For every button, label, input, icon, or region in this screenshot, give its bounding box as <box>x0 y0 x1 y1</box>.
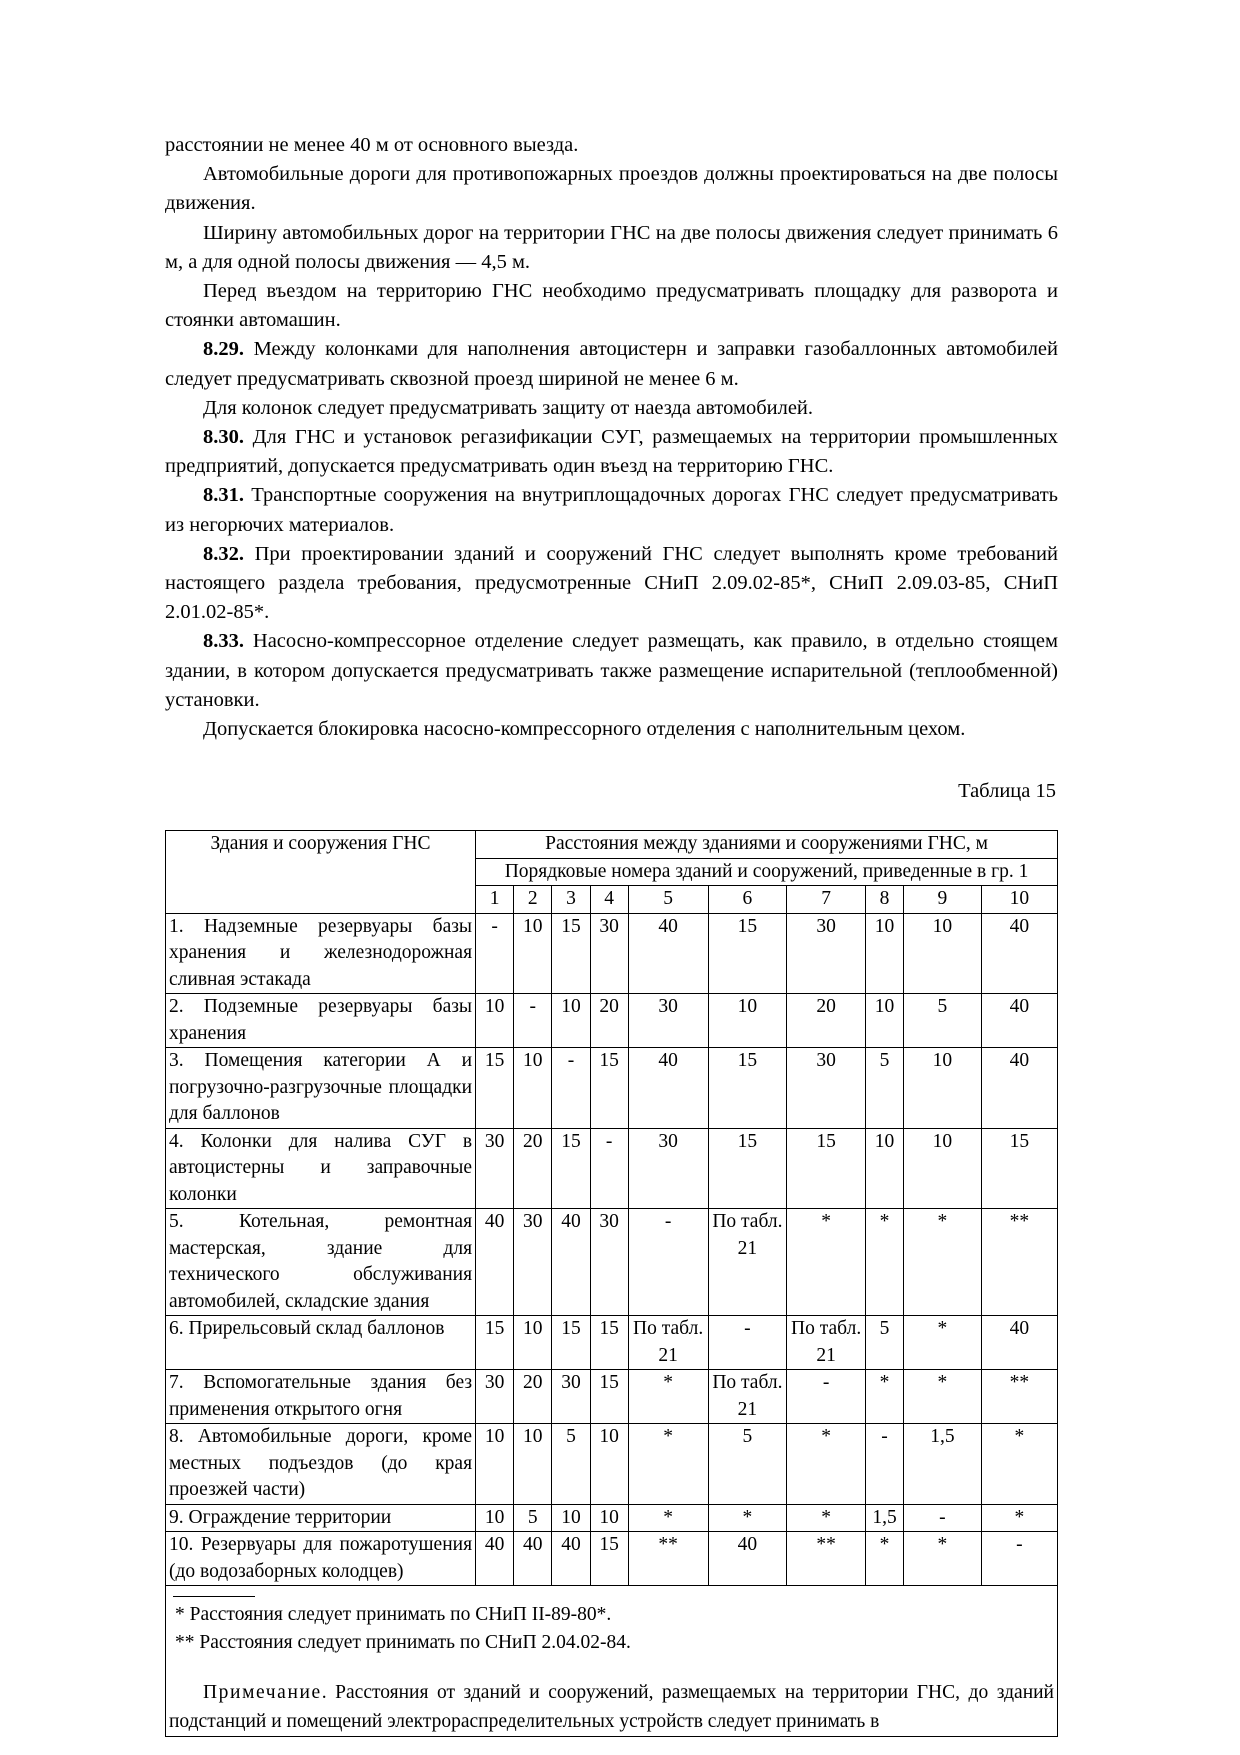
p-8-29-number: 8.29. <box>203 338 244 361</box>
column-number-9: 9 <box>904 886 982 914</box>
footnote-2: ** Расстояния следует принимать по СНиП 2.04.02-84. <box>175 1632 631 1654</box>
table-header-row-span <box>166 831 1058 859</box>
cell-r3-c8: 5 <box>865 1048 903 1129</box>
p-8-33 <box>165 627 1058 715</box>
cell-r6-c6: - <box>708 1316 787 1370</box>
row-label-3: 3. Помещения категории А и погрузочно-разгрузочные площадки для баллонов <box>166 1048 476 1129</box>
table-row <box>166 1532 1058 1586</box>
p-intro: расстоянии не менее 40 м от основного выезда. <box>165 134 579 156</box>
row-label-9: 9. Ограждение территории <box>166 1504 476 1532</box>
cell-r4-c5: 30 <box>628 1128 708 1209</box>
cell-r3-c7: 30 <box>787 1048 866 1129</box>
cell-r7-c6: По табл. 21 <box>708 1370 787 1424</box>
cell-r2-c8: 10 <box>865 994 903 1048</box>
cell-r4-c2: 20 <box>514 1128 552 1209</box>
cell-r8-c9: 1,5 <box>904 1424 982 1505</box>
cell-r9-c1: 10 <box>476 1504 514 1532</box>
p-8-29 <box>165 335 1058 393</box>
row-label-4: 4. Колонки для налива СУГ в автоцистерны и заправочные колонки <box>166 1128 476 1209</box>
p-width: Ширину автомобильных дорог на территории ГНС на две полосы движения следует принимать 6 м, а для одной полосы движения — 4,5 м. <box>165 221 1058 273</box>
cell-r8-c5: * <box>628 1424 708 1505</box>
cell-r9-c6: * <box>708 1504 787 1532</box>
footnote-rule <box>173 1596 255 1597</box>
p-roads: Автомобильные дороги для противопожарных проездов должны проектироваться на две полосы движения. <box>165 163 1058 215</box>
column-number-6: 6 <box>708 886 787 914</box>
cell-r1-c9: 10 <box>904 913 982 994</box>
p-8-31-text: Транспортные сооружения на внутриплощадочных дорогах ГНС следует предусматривать из негорючих материалов. <box>165 484 1058 536</box>
column-number-1: 1 <box>476 886 514 914</box>
p-protection: Для колонок следует предусматривать защиту от наезда автомобилей. <box>203 396 814 419</box>
cell-r2-c10: 40 <box>981 994 1057 1048</box>
p-8-31 <box>165 481 1058 539</box>
table-15 <box>165 830 1058 1737</box>
column-number-3: 3 <box>552 886 590 914</box>
row-label-8: 8. Автомобильные дороги, кроме местных подъездов (до края проезжей части) <box>166 1424 476 1505</box>
cell-r7-c5: * <box>628 1370 708 1424</box>
cell-r1-c5: 40 <box>628 913 708 994</box>
cell-r2-c9: 5 <box>904 994 982 1048</box>
cell-r10-c1: 40 <box>476 1532 514 1586</box>
cell-r3-c3: - <box>552 1048 590 1129</box>
cell-r10-c5: ** <box>628 1532 708 1586</box>
cell-r1-c3: 15 <box>552 913 590 994</box>
cell-r4-c10: 15 <box>981 1128 1057 1209</box>
cell-r1-c2: 10 <box>514 913 552 994</box>
table-row <box>166 1128 1058 1209</box>
cell-r9-c5: * <box>628 1504 708 1532</box>
p-entrance: Перед въездом на территорию ГНС необходимо предусматривать площадку для разворота и стоянки автомашин. <box>165 280 1058 332</box>
row-label-1: 1. Надземные резервуары базы хранения и железнодорожная сливная эстакада <box>166 913 476 994</box>
cell-r1-c8: 10 <box>865 913 903 994</box>
cell-r9-c4: 10 <box>590 1504 628 1532</box>
header-sub-ordinals: Порядковые номера зданий и сооружений, приведенные в гр. 1 <box>476 858 1058 886</box>
table-row <box>166 913 1058 994</box>
cell-r2-c1: 10 <box>476 994 514 1048</box>
cell-r10-c10: - <box>981 1532 1057 1586</box>
table-row <box>166 1370 1058 1424</box>
cell-r3-c2: 10 <box>514 1048 552 1129</box>
p-8-30-text: Для ГНС и установок регазификации СУГ, размещаемых на территории промышленных предприятий, допускается предусматривать один въезд на территорию ГНС. <box>165 426 1058 478</box>
cell-r7-c10: ** <box>981 1370 1057 1424</box>
cell-r2-c4: 20 <box>590 994 628 1048</box>
cell-r2-c7: 20 <box>787 994 866 1048</box>
cell-r9-c9: - <box>904 1504 982 1532</box>
p-blocking: Допускается блокировка насосно-компрессорного отделения с наполнительным цехом. <box>203 718 966 741</box>
cell-r4-c1: 30 <box>476 1128 514 1209</box>
footnote-list <box>169 1601 1054 1657</box>
cell-r5-c10: ** <box>981 1209 1057 1316</box>
p-8-32-number: 8.32. <box>203 542 244 565</box>
cell-r7-c2: 20 <box>514 1370 552 1424</box>
table-caption: Таблица 15 <box>958 780 1056 803</box>
cell-r5-c6: По табл. 21 <box>708 1209 787 1316</box>
cell-r10-c3: 40 <box>552 1532 590 1586</box>
cell-r2-c6: 10 <box>708 994 787 1048</box>
cell-r5-c1: 40 <box>476 1209 514 1316</box>
p-8-32-text: При проектировании зданий и сооружений ГНС следует выполнять кроме требований настоящего раздела требования, предусмотренные СНиП 2.09.02-85*, СНиП 2.09.03-85, СНиП 2.01.02-85*. <box>165 542 1058 624</box>
table-head <box>166 831 1058 914</box>
p-8-29-text: Между колонками для наполнения автоцистерн и заправки газобаллонных автомобилей следует предусматривать сквозной проезд шириной не менее 6 м. <box>165 338 1058 390</box>
cell-r5-c2: 30 <box>514 1209 552 1316</box>
row-label-7: 7. Вспомогательные здания без применения открытого огня <box>166 1370 476 1424</box>
cell-r4-c3: 15 <box>552 1128 590 1209</box>
cell-r10-c9: * <box>904 1532 982 1586</box>
cell-r5-c4: 30 <box>590 1209 628 1316</box>
cell-r10-c2: 40 <box>514 1532 552 1586</box>
cell-r8-c6: 5 <box>708 1424 787 1505</box>
table-body <box>166 913 1058 1586</box>
p-8-33-number: 8.33. <box>203 630 244 653</box>
cell-r5-c9: * <box>904 1209 982 1316</box>
cell-r7-c7: - <box>787 1370 866 1424</box>
cell-r6-c8: 5 <box>865 1316 903 1370</box>
table-row <box>166 1048 1058 1129</box>
p-8-31-number: 8.31. <box>203 484 244 507</box>
cell-r3-c5: 40 <box>628 1048 708 1129</box>
column-number-2: 2 <box>514 886 552 914</box>
p-8-33-text: Насосно-компрессорное отделение следует размещать, как правило, в отдельно стоящем здании, в котором допускается предусматривать также размещение испарительной (теплообменной) установки. <box>165 630 1058 711</box>
cell-r2-c2: - <box>514 994 552 1048</box>
cell-r4-c6: 15 <box>708 1128 787 1209</box>
cell-r8-c10: * <box>981 1424 1057 1505</box>
table-notes-row <box>166 1586 1058 1737</box>
table-note <box>169 1679 1054 1736</box>
p-8-30 <box>165 423 1058 481</box>
table-row <box>166 1504 1058 1532</box>
table-foot <box>166 1586 1058 1737</box>
cell-r10-c8: * <box>865 1532 903 1586</box>
cell-r1-c6: 15 <box>708 913 787 994</box>
cell-r3-c9: 10 <box>904 1048 982 1129</box>
cell-r3-c1: 15 <box>476 1048 514 1129</box>
footnote-1: * Расстояния следует принимать по СНиП II-89-80*. <box>175 1604 612 1626</box>
cell-r9-c7: * <box>787 1504 866 1532</box>
note-gap <box>169 1657 1054 1679</box>
cell-r6-c5: По табл. 21 <box>628 1316 708 1370</box>
document-page <box>165 0 1058 1737</box>
cell-r6-c1: 15 <box>476 1316 514 1370</box>
cell-r9-c10: * <box>981 1504 1057 1532</box>
row-label-5: 5. Котельная, ремонтная мастерская, здание для технического обслуживания автомобилей, складские здания <box>166 1209 476 1316</box>
cell-r6-c2: 10 <box>514 1316 552 1370</box>
cell-r8-c8: - <box>865 1424 903 1505</box>
cell-r1-c10: 40 <box>981 913 1057 994</box>
cell-r10-c6: 40 <box>708 1532 787 1586</box>
cell-r1-c7: 30 <box>787 913 866 994</box>
cell-r4-c4: - <box>590 1128 628 1209</box>
cell-r5-c3: 40 <box>552 1209 590 1316</box>
cell-r3-c6: 15 <box>708 1048 787 1129</box>
cell-r8-c7: * <box>787 1424 866 1505</box>
cell-r7-c1: 30 <box>476 1370 514 1424</box>
cell-r2-c5: 30 <box>628 994 708 1048</box>
cell-r6-c7: По табл. 21 <box>787 1316 866 1370</box>
header-row-label: Здания и сооружения ГНС <box>166 831 476 914</box>
table-row <box>166 1209 1058 1316</box>
cell-r8-c3: 5 <box>552 1424 590 1505</box>
cell-r7-c8: * <box>865 1370 903 1424</box>
cell-r7-c9: * <box>904 1370 982 1424</box>
cell-r6-c10: 40 <box>981 1316 1057 1370</box>
cell-r5-c5: - <box>628 1209 708 1316</box>
column-number-4: 4 <box>590 886 628 914</box>
cell-r4-c9: 10 <box>904 1128 982 1209</box>
row-label-2: 2. Подземные резервуары базы хранения <box>166 994 476 1048</box>
column-number-8: 8 <box>865 886 903 914</box>
column-number-5: 5 <box>628 886 708 914</box>
cell-r9-c2: 5 <box>514 1504 552 1532</box>
cell-r4-c7: 15 <box>787 1128 866 1209</box>
p-8-30-number: 8.30. <box>203 426 244 449</box>
cell-r10-c7: ** <box>787 1532 866 1586</box>
column-number-10: 10 <box>981 886 1057 914</box>
cell-r7-c3: 30 <box>552 1370 590 1424</box>
cell-r7-c4: 15 <box>590 1370 628 1424</box>
cell-r6-c3: 15 <box>552 1316 590 1370</box>
cell-r4-c8: 10 <box>865 1128 903 1209</box>
cell-r1-c4: 30 <box>590 913 628 994</box>
cell-r8-c2: 10 <box>514 1424 552 1505</box>
table-row <box>166 994 1058 1048</box>
cell-r6-c4: 15 <box>590 1316 628 1370</box>
row-label-6: 6. Прирельсовый склад баллонов <box>166 1316 476 1370</box>
p-8-32 <box>165 540 1058 628</box>
cell-r9-c8: 1,5 <box>865 1504 903 1532</box>
cell-r3-c4: 15 <box>590 1048 628 1129</box>
paragraph-container <box>165 131 1058 744</box>
column-number-7: 7 <box>787 886 866 914</box>
row-label-10: 10. Резервуары для пожаротушения (до водозаборных колодцев) <box>166 1532 476 1586</box>
cell-r1-c1: - <box>476 913 514 994</box>
table-notes-cell <box>166 1586 1058 1737</box>
note-text: . Расстояния от зданий и сооружений, размещаемых на территории ГНС, до зданий подстанций и помещений электрораспределительных устройств следует принимать в <box>169 1682 1054 1732</box>
cell-r8-c1: 10 <box>476 1424 514 1505</box>
cell-r10-c4: 15 <box>590 1532 628 1586</box>
cell-r5-c7: * <box>787 1209 866 1316</box>
table-row <box>166 1424 1058 1505</box>
table-row <box>166 1316 1058 1370</box>
cell-r9-c3: 10 <box>552 1504 590 1532</box>
cell-r5-c8: * <box>865 1209 903 1316</box>
cell-r8-c4: 10 <box>590 1424 628 1505</box>
top-margin <box>165 0 1058 131</box>
cell-r3-c10: 40 <box>981 1048 1057 1129</box>
cell-r6-c9: * <box>904 1316 982 1370</box>
header-span-distances: Расстояния между зданиями и сооружениями ГНС, м <box>476 831 1058 859</box>
note-label: Примечание <box>203 1682 322 1704</box>
cell-r2-c3: 10 <box>552 994 590 1048</box>
